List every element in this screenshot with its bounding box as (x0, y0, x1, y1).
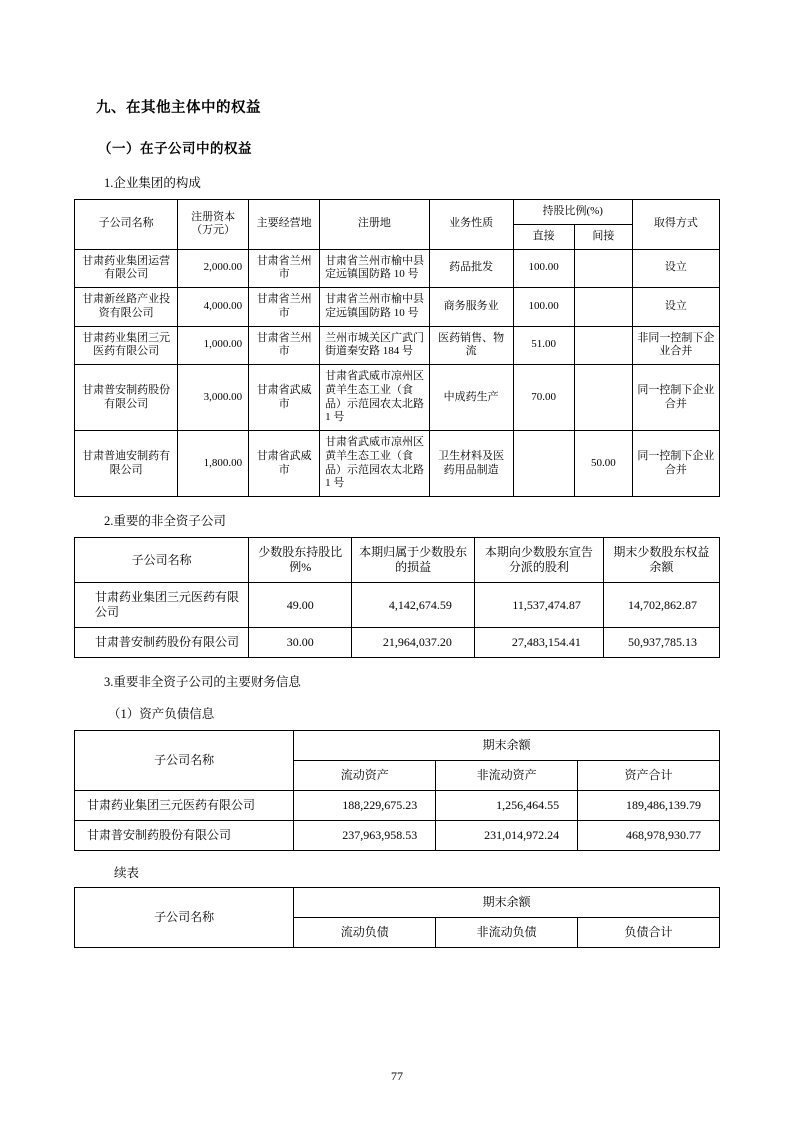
cell-registration: 甘肃省兰州市榆中县定远镇国防路 10 号 (320, 249, 430, 288)
col-header-place: 主要经营地 (249, 200, 320, 250)
col-header-name: 子公司名称 (75, 200, 178, 250)
table-row (75, 583, 720, 628)
cell-business: 卫生材料及医药用品制造 (429, 431, 513, 497)
continued-table-label: 续表 (114, 866, 140, 880)
section-heading: 九、在其他主体中的权益 (96, 100, 261, 116)
cell-acquire: 同一控制下企业合并 (632, 365, 719, 431)
cell-place: 甘肃省兰州市 (249, 288, 320, 327)
col-header-acquire: 取得方式 (632, 200, 719, 250)
table-row (75, 431, 720, 497)
table-row (75, 365, 720, 431)
cell-business: 商务服务业 (429, 288, 513, 327)
cell-name: 甘肃普安制药股份有限公司 (75, 628, 249, 658)
cell-place: 甘肃省兰州市 (249, 249, 320, 288)
cell-current-assets: 237,963,958.53 (294, 821, 436, 851)
cell-profit-loss: 21,964,037.20 (352, 628, 475, 658)
non-wholly-owned-subsidiaries-table (74, 537, 720, 658)
cell-place: 甘肃省武威市 (249, 431, 320, 497)
cell-registration: 甘肃省兰州市榆中县定远镇国防路 10 号 (320, 288, 430, 327)
subsidiary-composition-table (74, 199, 720, 497)
col-header-name: 子公司名称 (75, 888, 294, 948)
col-header-business: 业务性质 (429, 200, 513, 250)
col-header-balance: 期末少数股东权益余额 (603, 538, 719, 583)
cell-name: 甘肃普迪安制药有限公司 (75, 431, 178, 497)
cell-indirect (574, 249, 632, 288)
page-number: 77 (391, 1069, 403, 1083)
cell-total-assets: 468,978,930.77 (578, 821, 720, 851)
cell-name: 甘肃药业集团三元医药有限公司 (75, 791, 294, 821)
cell-total-assets: 189,486,139.79 (578, 791, 720, 821)
cell-capital: 3,000.00 (178, 365, 249, 431)
col-header-current-liabilities: 流动负债 (294, 918, 436, 948)
table-header-row (75, 538, 720, 583)
col-header-capital: 注册资本（万元） (178, 200, 249, 250)
table-row (75, 326, 720, 365)
col-header-registration: 注册地 (320, 200, 430, 250)
item-heading-3: 3.重要非全资子公司的主要财务信息 (104, 675, 301, 689)
col-header-total-assets: 资产合计 (578, 761, 720, 791)
col-header-total-liabilities: 负债合计 (578, 918, 720, 948)
table-row (75, 791, 720, 821)
cell-dividend: 11,537,474.87 (474, 583, 603, 628)
col-header-noncurrent-assets: 非流动资产 (436, 761, 578, 791)
table-row (75, 628, 720, 658)
cell-acquire: 设立 (632, 288, 719, 327)
cell-indirect (574, 288, 632, 327)
cell-profit-loss: 4,142,674.59 (352, 583, 475, 628)
cell-name: 甘肃药业集团三元医药有限公司 (75, 326, 178, 365)
col-header-name: 子公司名称 (75, 731, 294, 791)
cell-capital: 1,000.00 (178, 326, 249, 365)
col-header-profit-loss: 本期归属于少数股东的损益 (352, 538, 475, 583)
cell-indirect (574, 365, 632, 431)
cell-ratio: 30.00 (249, 628, 352, 658)
cell-acquire: 设立 (632, 249, 719, 288)
cell-direct (513, 431, 574, 497)
cell-name: 甘肃药业集团运营有限公司 (75, 249, 178, 288)
col-header-ratio-group: 持股比例(%) (513, 200, 632, 225)
col-header-noncurrent-liabilities: 非流动负债 (436, 918, 578, 948)
cell-business: 医药销售、物流 (429, 326, 513, 365)
cell-indirect: 50.00 (574, 431, 632, 497)
col-header-ratio-indirect: 间接 (574, 224, 632, 249)
cell-registration: 兰州市城关区广武门街道秦安路 184 号 (320, 326, 430, 365)
cell-capital: 4,000.00 (178, 288, 249, 327)
assets-liabilities-assets-table (74, 730, 720, 851)
table-header-row (75, 200, 720, 225)
cell-direct: 51.00 (513, 326, 574, 365)
cell-indirect (574, 326, 632, 365)
col-header-name: 子公司名称 (75, 538, 249, 583)
cell-business: 药品批发 (429, 249, 513, 288)
table-header-row (75, 888, 720, 918)
cell-name: 甘肃药业集团三元医药有限公司 (75, 583, 249, 628)
item-heading-1: 1.企业集团的构成 (104, 176, 201, 190)
item-heading-2: 2.重要的非全资子公司 (104, 514, 226, 528)
cell-direct: 70.00 (513, 365, 574, 431)
cell-capital: 2,000.00 (178, 249, 249, 288)
cell-name: 甘肃新丝路产业投资有限公司 (75, 288, 178, 327)
cell-ratio: 49.00 (249, 583, 352, 628)
cell-place: 甘肃省武威市 (249, 365, 320, 431)
cell-dividend: 27,483,154.41 (474, 628, 603, 658)
cell-acquire: 非同一控制下企业合并 (632, 326, 719, 365)
cell-capital: 1,800.00 (178, 431, 249, 497)
table-row (75, 249, 720, 288)
cell-balance: 14,702,862.87 (603, 583, 719, 628)
col-header-dividend: 本期向少数股东宣告分派的股利 (474, 538, 603, 583)
cell-direct: 100.00 (513, 249, 574, 288)
col-header-period-end: 期末余额 (294, 888, 720, 918)
table-row (75, 288, 720, 327)
cell-name: 甘肃普安制药股份有限公司 (75, 821, 294, 851)
cell-registration: 甘肃省武威市凉州区黄羊生态工业（食品）示范园农太北路 1 号 (320, 365, 430, 431)
table-header-row (75, 731, 720, 761)
cell-acquire: 同一控制下企业合并 (632, 431, 719, 497)
subsection-heading: （一）在子公司中的权益 (98, 141, 252, 156)
cell-place: 甘肃省兰州市 (249, 326, 320, 365)
cell-balance: 50,937,785.13 (603, 628, 719, 658)
assets-liabilities-liabilities-table (74, 887, 720, 948)
cell-business: 中成药生产 (429, 365, 513, 431)
cell-noncurrent-assets: 231,014,972.24 (436, 821, 578, 851)
cell-noncurrent-assets: 1,256,464.55 (436, 791, 578, 821)
cell-name: 甘肃普安制药股份有限公司 (75, 365, 178, 431)
cell-registration: 甘肃省武威市凉州区黄羊生态工业（食品）示范园农太北路 1 号 (320, 431, 430, 497)
col-header-current-assets: 流动资产 (294, 761, 436, 791)
table-row (75, 821, 720, 851)
cell-current-assets: 188,229,675.23 (294, 791, 436, 821)
cell-direct: 100.00 (513, 288, 574, 327)
item-heading-3-1: （1）资产负债信息 (108, 707, 215, 721)
col-header-period-end: 期末余额 (294, 731, 720, 761)
col-header-ratio-direct: 直接 (513, 224, 574, 249)
col-header-minority-ratio: 少数股东持股比例% (249, 538, 352, 583)
